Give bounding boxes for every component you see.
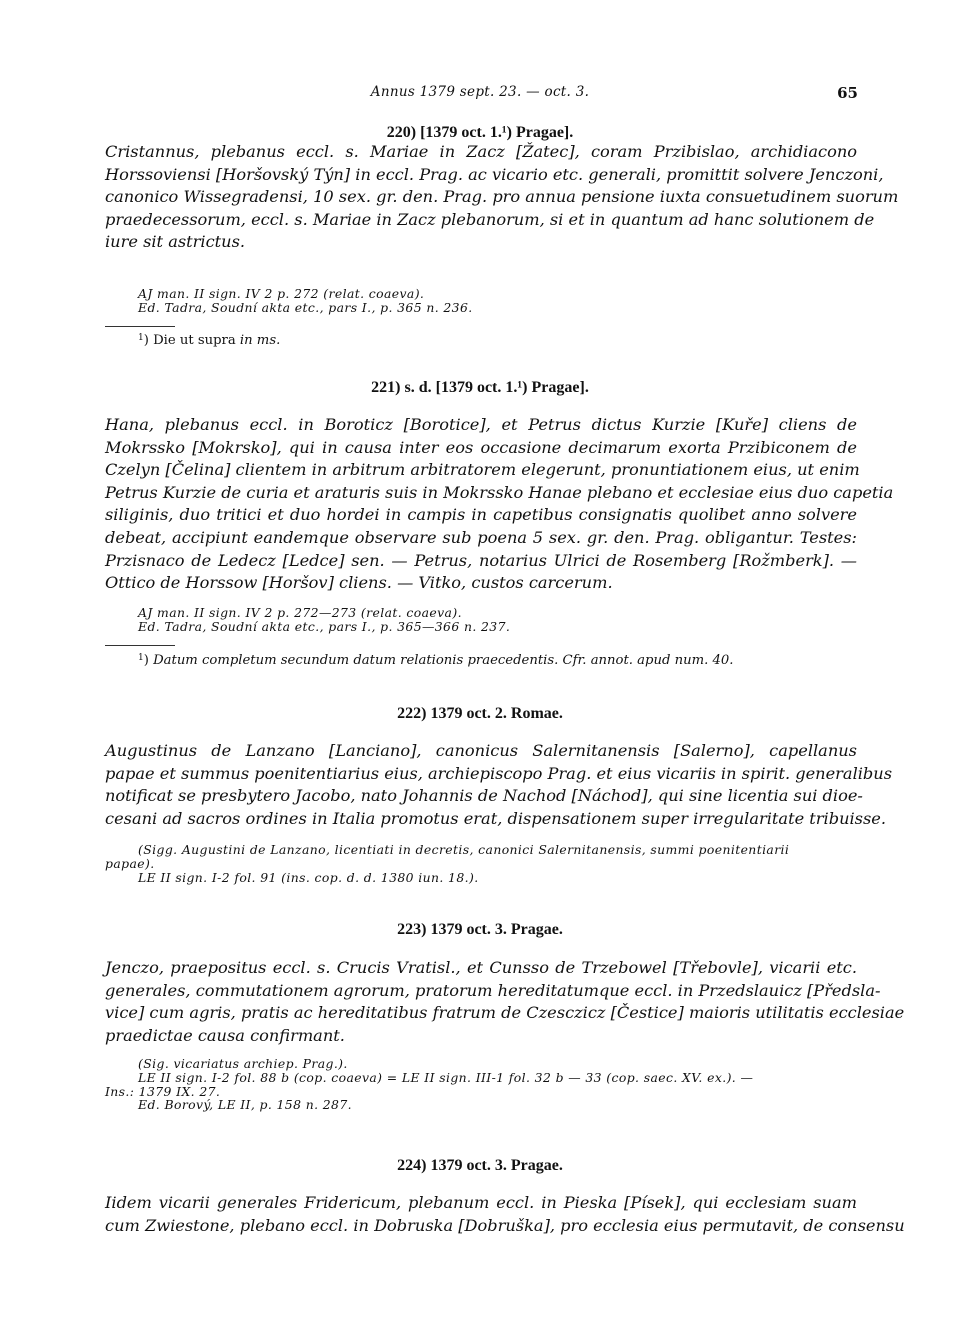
body-line: Hana, plebanus eccl. in Boroticz [Borotice], et Petrus dictus Kurzie [Kuře] cliens de [105,415,857,434]
source-note: (Sig. vicariatus archiep. Prag.). [138,1056,348,1071]
body-line: notificat se presbytero Jacobo, nato Johannis de Nachod [Náchod], qui sine licentia sui dioe- [105,786,863,806]
source-notes [138,606,858,634]
entry-heading: 222) 1379 oct. 2. Romae. [397,705,563,722]
body-line: praedecessorum, eccl. s. Mariae in Zacz plebanorum, si et in quantum ad hanc solutionem de [105,209,875,229]
body-line: papae et summus poenitentiarius eius, archiepiscopo Prag. et eius vicariis in spirit. generalibus [105,763,893,783]
source-note: Ins.: 1379 IX. 27. [105,1083,221,1099]
running-title: Annus 1379 sept. 23. — oct. 3. [370,84,590,100]
footnote-italic: Datum completum secundum datum relationis praecedentis. Cfr. annot. apud num. 40. [153,653,734,668]
source-note: (Sigg. Augustini de Lanzano, licentiati in decretis, canonici Salernitanensis, summi poenitentiarii [138,842,790,857]
footnote-rule [105,645,175,646]
entry-heading: 220) [1379 oct. 1.¹) Pragae]. [386,124,574,141]
body-line: Jenczo, praepositus eccl. s. Crucis Vratisl., et Cunsso de Trzebowel [Třebovle], vicarii etc. [105,958,857,977]
body-line: iure sit astrictus. [105,232,246,252]
body-line: canonico Wissegradensi, 10 sex. gr. den. Prag. pro annua pensione iuxta consuetudinem suorum [105,187,899,207]
source-notes [105,843,857,884]
body-line: siliginis, duo tritici et duo hordei in campis in capetibus consignatis quolibet anno solvere [105,505,857,525]
source-notes [105,1057,857,1112]
body-line: Augustinus de Lanzano [Lanciano], canonicus Salernitanensis [Salerno], capellanus [105,741,857,760]
body-line: cesani ad sacros ordines in Italia promotus erat, dispensationem super irregularitate tribuisse. [105,808,887,828]
entry-body [105,141,899,254]
footnote-mark: 1 [138,333,144,343]
source-note: LE II sign. I-2 fol. 88 b (cop. coaeva) = LE II sign. III-1 fol. 32 b — 33 (cop. saec. XV. ex.). — [138,1069,754,1085]
body-line: Przisnaco de Ledecz [Ledce] sen. — Petrus, notarius Ulrici de Rosemberg [Rožmberk]. — [105,550,857,570]
body-line: Mokrssko [Mokrsko], qui in causa inter eos occasione decimarum exorta Przibiconem de [105,437,857,457]
entry-heading: 221) s. d. [1379 oct. 1.¹) Pragae]. [371,379,589,396]
body-line: Petrus Kurzie de curia et araturis suis in Mokrssko Hanae plebano et ecclesiae eius duo capetia [105,482,894,502]
body-line: Horssoviensi [Horšovský Týn] in eccl. Prag. ac vicario etc. generali, promittit solvere Jenczoni, [105,164,884,184]
body-line: vice] cum agris, pratis ac hereditatibus fratrum de Czesczicz [Čestice] maioris utilitatis ecclesiae [105,1003,905,1023]
source-notes [138,287,858,315]
entry-body [105,1192,905,1237]
body-line: Ottico de Horssow [Horšov] cliens. — Vitko, custos carcerum. [105,573,613,593]
footnote-text: ) [143,653,154,668]
body-line: cum Zwiestone, plebano eccl. in Dobruska [Dobruška], pro ecclesia eius permutavit, de consensu [105,1215,905,1235]
entry-body [105,740,893,830]
page-number: 65 [837,84,858,102]
source-note: LE II sign. I-2 fol. 91 (ins. cop. d. d. 1380 iun. 18.). [138,869,479,885]
body-line: Cristannus, plebanus eccl. s. Mariae in Zacz [Žatec], coram Przibislao, archidiacono [105,142,857,161]
body-line: generales, commutationem agrorum, pratorum hereditatumque eccl. in Przedslauicz [Předsla- [105,980,881,1000]
body-line: Czelyn [Čelina] clientem in arbitrum arbitratorem elegerunt, pronuntiationem eius, ut enim [105,460,860,480]
running-header [0,84,960,104]
footnote-text: ) Die ut supra [143,333,240,348]
footnote-rule [105,326,175,327]
source-note: Ed. Tadra, Soudní akta etc., pars I., p. 365—366 n. 237. [138,618,511,634]
body-line: praedictae causa confirmant. [105,1025,345,1045]
entry-heading: 223) 1379 oct. 3. Pragae. [397,921,563,938]
source-note: AJ man. II sign. IV 2 p. 272—273 (relat. coaeva). [138,605,462,620]
entry-heading: 224) 1379 oct. 3. Pragae. [397,1157,563,1174]
footnote-mark: 1 [138,653,144,663]
body-line: Iidem vicarii generales Fridericum, plebanum eccl. in Pieska [Písek], qui ecclesiam suam [105,1193,857,1212]
source-note: Ed. Borový, LE II, p. 158 n. 287. [138,1097,352,1113]
entry-body [105,957,905,1047]
source-note: papae). [105,855,155,871]
body-line: debeat, accipiunt eandemque observare sub poena 5 sex. gr. den. Prag. obligantur. Testes: [105,527,857,547]
entry-body [105,414,894,595]
footnote [138,331,280,348]
source-note: AJ man. II sign. IV 2 p. 272 (relat. coaeva). [138,286,425,301]
footnote-italic: in ms. [239,333,281,348]
footnote [138,651,733,668]
source-note: Ed. Tadra, Soudní akta etc., pars I., p. 365 n. 236. [138,299,473,315]
